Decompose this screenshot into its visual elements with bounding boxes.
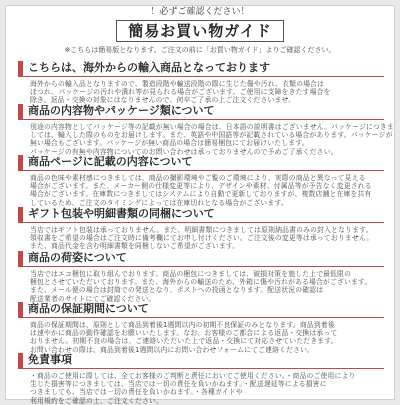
section-line: しているため、ご注文のタイミングによっては在庫切れとなる場合がございます。	[30, 198, 288, 207]
section-heading	[18, 352, 384, 369]
section-body	[30, 321, 382, 354]
section-heading	[18, 103, 384, 120]
section-gift-wrapping	[18, 206, 384, 251]
section-heading-text: ギフト包装や明細書類の同梱について	[28, 207, 215, 220]
heading-accent-bar	[18, 155, 23, 170]
section-line: おりません。初期不良の場合は、ご連絡いただいた上で返品・交換にて対応させていただきます。	[30, 337, 338, 346]
section-line: ・商品のご使用に際しては、全てお客様のご判断と責任においてご使用ください。・商品のご使用により	[30, 372, 356, 380]
section-line: しては、輸入した際のものをお届けします。また、英語や中国語等が記載されている場合があります。パッケージが	[30, 131, 393, 140]
heading-accent-bar	[18, 302, 23, 317]
section-heading-text: 商品ページに記載の内容について	[28, 155, 193, 168]
section-heading	[18, 154, 384, 171]
section-line: 無い場合もございます。パッケージが無い商品の場合は簡易梱包にてお届けいたします。	[30, 139, 309, 148]
section-line: 領収書をご希望の場合はご注文時に備考欄にてお申し付けください。ご注文後の変更等は承っておりません。	[30, 234, 374, 243]
heading-accent-bar	[18, 251, 23, 266]
section-package-contents	[18, 103, 394, 156]
section-heading	[18, 60, 384, 77]
section-warranty	[18, 301, 384, 354]
section-line: は速やかに商品の動作確認をお願いいたします。なお、お客様のご都合による返品・交換は承って	[30, 329, 338, 338]
section-line: また、商品代金を含む明細書類を同梱しないご希望がございます。	[30, 242, 240, 251]
section-line: 商品の色味や素材感につきましては、商品の撮影環境やご覧のご環境により、実際の商品と異なって見える	[30, 174, 366, 182]
section-line: ほつれ、パッケージの汚れや潰れ等が見られる場合がございます。ご使用に支障をきたす場合を	[30, 88, 331, 97]
section-body	[30, 226, 382, 251]
section-line: 生じた損害等につきましては、当店では一切の責任を負いかねます。・配送遅延等による損害に	[30, 380, 327, 389]
heading-accent-bar	[18, 207, 23, 222]
page-title: 簡易お買い物ガイド	[116, 20, 284, 42]
heading-accent-bar	[18, 353, 23, 368]
section-heading-text: 免責事項	[28, 353, 72, 366]
section-line: 海外からの輸入品となりますので、製造段階や輸送段階の際に生じた傷や汚れ、衣類の場合は	[30, 80, 325, 88]
section-heading	[18, 301, 384, 318]
section-product-page-info	[18, 154, 384, 207]
section-line: 除き、返品・交換の対象にはなりませんので、何卒ご了承の上ご注文くださいませ。	[30, 96, 296, 105]
section-body	[30, 80, 382, 105]
section-packing	[18, 250, 384, 303]
section-line: 配送業者のサイトにてご確認ください。	[30, 294, 156, 303]
section-body	[30, 174, 382, 207]
section-heading-text: 商品の荷姿について	[28, 251, 127, 264]
section-line: 場合がございます。また、メーカー側の仕様変更等により、デザインや素材、付属品等が予告なく変更される	[30, 182, 372, 191]
section-body	[30, 372, 382, 405]
section-line: 当店ではエコ梱包に取り組んでおります。商品の梱包につきましては、破損対策を施した上で最低限の	[30, 270, 352, 278]
section-line: お問い合わせの際は、商品到着後1週間以内にお問い合わせフォームにてご連絡ください。	[30, 345, 315, 354]
section-disclaimer	[18, 352, 384, 405]
section-line: 場合がございます。在庫数につきましてはシステムにより自動で更新しておりますが、複数店舗と在庫を共有	[30, 190, 372, 199]
section-line: 梱包とさせていただいております。また、海外からの輸送のため、外箱に傷や汚れがある場合がございます。	[30, 278, 372, 287]
section-import-products	[18, 60, 384, 105]
section-line: つきましても、当店では一切の責任を負いかねます。・各種ガイドや	[30, 388, 243, 397]
section-line: また、メール便の場合は封筒での発送となり、ポストへの投函となります。配送状況の確認は	[30, 286, 324, 295]
section-line: 当店ではギフト包装は承っておりません。また、明細書類につきましては原則納品書のみの封入となります。	[30, 226, 373, 234]
heading-accent-bar	[18, 104, 23, 119]
section-heading	[18, 250, 384, 267]
section-heading-text: こちらは、海外からの輸入商品となっております	[28, 61, 270, 74]
section-heading-text: 商品の保証期間について	[28, 302, 149, 315]
guide-page	[5, 5, 395, 405]
section-line: 商品の保証期間は、原則として商品到着後1週間以内の初期不良保証のみとなります。商品到着後	[30, 321, 335, 329]
section-line: 別途の内容物としてパッケージ等の記載が無い場合の場合は、日本語の説明書はございません。パッケージにつきま	[30, 123, 394, 131]
section-line: パッケージの有無や内容物についてのお問い合わせは承っておりませんので予めご了承ください。	[30, 147, 338, 156]
section-body	[30, 270, 382, 303]
section-line: 利用規約をご確認の上、ご注文ください。	[30, 396, 163, 405]
section-body	[30, 123, 394, 156]
top-notice: ！必ずご確認ください！	[150, 7, 250, 17]
section-heading-text: 商品の内容物やパッケージ類について	[28, 104, 215, 117]
heading-accent-bar	[18, 61, 23, 76]
guide-subnote: ※こちらは簡易版となります。ご注文の前に「お買い物ガイド」よりご確認ください。	[64, 46, 336, 54]
section-heading	[18, 206, 384, 223]
